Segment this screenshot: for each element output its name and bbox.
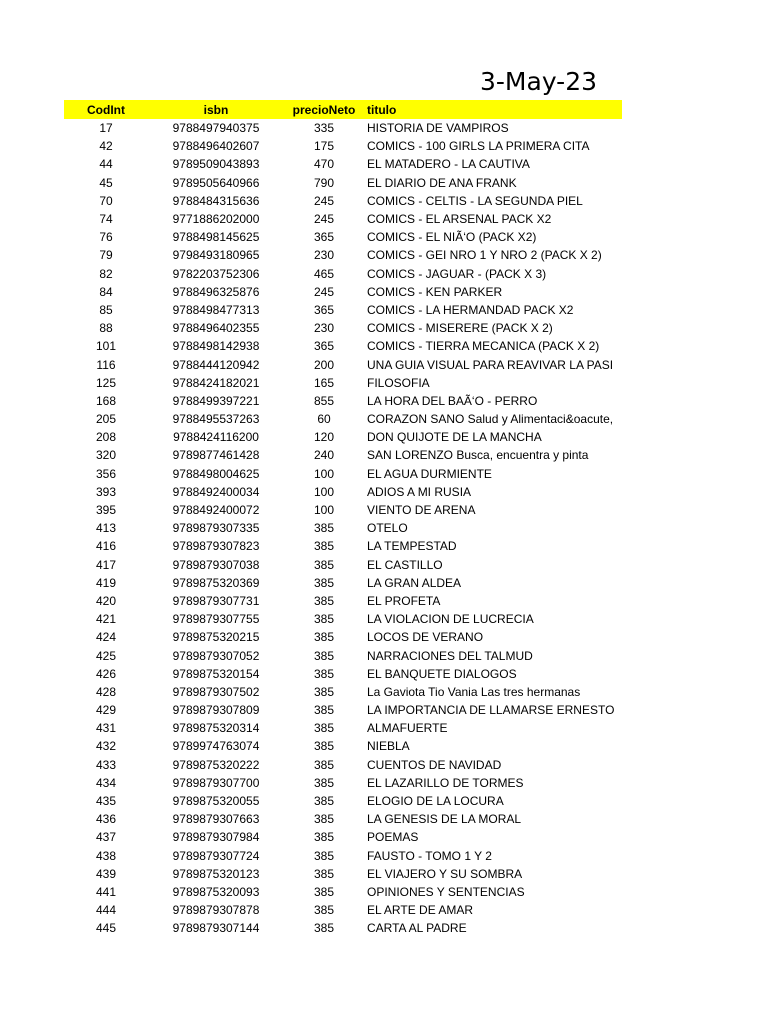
cell-titulo[interactable]: POEMAS [367, 830, 419, 845]
cell-codint[interactable]: 434 [95, 775, 117, 790]
cell-isbn[interactable]: 9789879307335 [172, 521, 260, 536]
cell-codint[interactable]: 445 [95, 921, 117, 936]
table-row [64, 210, 622, 228]
cell-titulo[interactable]: COMICS - EL NIÃ‘O (PACK X2) [367, 230, 537, 245]
cell-titulo[interactable]: COMICS - TIERRA MECANICA (PACK X 2) [367, 339, 600, 354]
cell-codint[interactable]: 425 [95, 648, 117, 663]
cell-isbn[interactable]: 9788496402607 [172, 139, 260, 154]
table-row [64, 592, 622, 610]
cell-isbn[interactable]: 9789505640966 [172, 175, 260, 190]
cell-isbn[interactable]: 9788498477313 [172, 302, 260, 317]
cell-codint[interactable]: 393 [95, 484, 117, 499]
cell-titulo[interactable]: EL CASTILLO [367, 557, 443, 572]
cell-titulo[interactable]: LA GENESIS DE LA MORAL [367, 812, 522, 827]
cell-codint[interactable]: 441 [95, 884, 117, 899]
cell-codint[interactable]: 431 [95, 721, 117, 736]
cell-codint[interactable]: 70 [99, 193, 113, 208]
cell-precio-neto[interactable]: 240 [313, 448, 335, 463]
cell-codint[interactable]: 433 [95, 757, 117, 772]
cell-codint[interactable]: 84 [99, 284, 113, 299]
cell-isbn[interactable]: 9788424182021 [172, 375, 260, 390]
cell-precio-neto[interactable]: 385 [313, 575, 335, 590]
cell-codint[interactable]: 88 [99, 321, 113, 336]
table-row [64, 883, 622, 901]
cell-codint[interactable]: 416 [95, 539, 117, 554]
cell-codint[interactable]: 44 [99, 157, 113, 172]
table-row [64, 283, 622, 301]
table-row [64, 828, 622, 846]
table-row [64, 319, 622, 337]
cell-titulo[interactable]: CORAZON SANO Salud y Alimentaci&oacute, [367, 412, 614, 427]
cell-precio-neto[interactable]: 385 [313, 630, 335, 645]
cell-isbn[interactable]: 9789875320222 [172, 757, 260, 772]
table-row [64, 810, 622, 828]
cell-titulo[interactable]: LOCOS DE VERANO [367, 630, 484, 645]
cell-codint[interactable]: 85 [99, 302, 113, 317]
table-row [64, 774, 622, 792]
cell-titulo[interactable]: LA GRAN ALDEA [367, 575, 462, 590]
cell-precio-neto[interactable]: 245 [313, 284, 335, 299]
cell-precio-neto[interactable]: 385 [313, 648, 335, 663]
cell-codint[interactable]: 444 [95, 903, 117, 918]
cell-titulo[interactable]: DON QUIJOTE DE LA MANCHA [367, 430, 542, 445]
cell-titulo[interactable]: CUENTOS DE NAVIDAD [367, 757, 502, 772]
cell-codint[interactable]: 116 [96, 357, 116, 372]
cell-precio-neto[interactable]: 385 [313, 884, 335, 899]
cell-isbn[interactable]: 9789879307984 [172, 830, 260, 845]
table-row [64, 246, 622, 264]
cell-titulo[interactable]: VIENTO DE ARENA [367, 503, 476, 518]
cell-titulo[interactable]: EL VIAJERO Y SU SOMBRA [367, 866, 523, 881]
cell-isbn[interactable]: 9789974763074 [172, 739, 260, 754]
cell-precio-neto[interactable]: 385 [313, 848, 335, 863]
cell-codint[interactable]: 437 [95, 830, 117, 845]
header-row [64, 100, 622, 119]
cell-isbn[interactable]: 9789879307038 [172, 557, 260, 572]
cell-precio-neto[interactable]: 175 [313, 139, 335, 154]
cell-precio-neto[interactable]: 790 [313, 175, 335, 190]
cell-codint[interactable]: 420 [95, 593, 117, 608]
cell-titulo[interactable]: CARTA AL PADRE [367, 921, 467, 936]
cell-precio-neto[interactable]: 100 [313, 466, 335, 481]
cell-precio-neto[interactable]: 385 [313, 557, 335, 572]
cell-codint[interactable]: 413 [95, 521, 117, 536]
cell-titulo[interactable]: FILOSOFIA [367, 375, 430, 390]
cell-codint[interactable]: 395 [95, 503, 117, 518]
table-row [64, 446, 622, 464]
cell-isbn[interactable]: 9788498142938 [172, 339, 260, 354]
cell-titulo[interactable]: HISTORIA DE VAMPIROS [367, 121, 509, 136]
cell-titulo[interactable]: NIEBLA [367, 739, 410, 754]
cell-titulo[interactable]: LA VIOLACION DE LUCRECIA [367, 612, 534, 627]
table-row [64, 737, 622, 755]
table-row [64, 374, 622, 392]
cell-isbn[interactable]: 9782203752306 [172, 266, 260, 281]
table-row [64, 683, 622, 701]
cell-codint[interactable]: 168 [95, 393, 117, 408]
table-row [64, 483, 622, 501]
cell-isbn[interactable]: 9788492400034 [172, 484, 260, 499]
cell-isbn[interactable]: 9789509043893 [172, 157, 260, 172]
cell-titulo[interactable]: COMICS - CELTIS - LA SEGUNDA PIEL [367, 193, 583, 208]
cell-isbn[interactable]: 9788498145625 [172, 230, 260, 245]
cell-isbn[interactable]: 9789879307724 [172, 848, 260, 863]
table-row [64, 392, 622, 410]
cell-precio-neto[interactable]: 60 [317, 412, 331, 427]
cell-precio-neto[interactable]: 100 [313, 484, 335, 499]
cell-precio-neto[interactable]: 385 [313, 739, 335, 754]
header-titulo[interactable]: titulo [367, 102, 397, 117]
cell-isbn[interactable]: 9789875320369 [172, 575, 260, 590]
table-row [64, 610, 622, 628]
table-row [64, 265, 622, 283]
cell-precio-neto[interactable]: 200 [313, 357, 335, 372]
cell-precio-neto[interactable]: 385 [313, 539, 335, 554]
cell-codint[interactable]: 435 [95, 794, 117, 809]
table-row [64, 574, 622, 592]
cell-titulo[interactable]: UNA GUIA VISUAL PARA REAVIVAR LA PASI [367, 357, 614, 372]
table-row [64, 410, 622, 428]
cell-precio-neto[interactable]: 365 [313, 230, 335, 245]
table-row [64, 301, 622, 319]
cell-isbn[interactable]: 9788497940375 [172, 121, 260, 136]
table-row [64, 756, 622, 774]
cell-precio-neto[interactable]: 385 [313, 830, 335, 845]
cell-codint[interactable]: 125 [95, 375, 117, 390]
table-row [64, 337, 622, 355]
cell-titulo[interactable]: OTELO [367, 521, 408, 536]
table-row [64, 665, 622, 683]
cell-codint[interactable]: 76 [99, 230, 113, 245]
cell-codint[interactable]: 426 [95, 666, 117, 681]
cell-codint[interactable]: 417 [95, 557, 117, 572]
table-row [64, 119, 622, 137]
cell-codint[interactable]: 438 [95, 848, 117, 863]
cell-precio-neto[interactable]: 385 [313, 812, 335, 827]
cell-titulo[interactable]: SAN LORENZO Busca, encuentra y pinta [367, 448, 589, 463]
cell-titulo[interactable]: EL LAZARILLO DE TORMES [367, 775, 524, 790]
cell-isbn[interactable]: 9789879307731 [172, 593, 260, 608]
cell-isbn[interactable]: 9789875320123 [172, 866, 260, 881]
cell-isbn[interactable]: 9788424116200 [173, 430, 259, 445]
table-row [64, 537, 622, 555]
table-row [64, 792, 622, 810]
table-row [64, 174, 622, 192]
cell-precio-neto[interactable]: 385 [313, 794, 335, 809]
cell-precio-neto[interactable]: 385 [313, 757, 335, 772]
table-row [64, 646, 622, 664]
cell-titulo[interactable]: EL DIARIO DE ANA FRANK [367, 175, 517, 190]
price-list-table [64, 100, 622, 937]
cell-titulo[interactable]: COMICS - LA HERMANDAD PACK X2 [367, 302, 574, 317]
table-row [64, 865, 622, 883]
cell-titulo[interactable]: La Gaviota Tio Vania Las tres hermanas [367, 684, 581, 699]
cell-titulo[interactable]: EL BANQUETE DIALOGOS [367, 666, 517, 681]
cell-isbn[interactable]: 9788444120942 [172, 357, 260, 372]
cell-isbn[interactable]: 9789875320093 [172, 884, 260, 899]
cell-isbn[interactable]: 9788492400072 [172, 503, 260, 518]
cell-isbn[interactable]: 9788484315636 [172, 193, 260, 208]
cell-precio-neto[interactable]: 385 [313, 921, 335, 936]
cell-codint[interactable]: 428 [95, 684, 117, 699]
cell-codint[interactable]: 419 [95, 575, 117, 590]
cell-precio-neto[interactable]: 385 [313, 593, 335, 608]
cell-isbn[interactable]: 9788495537263 [172, 412, 260, 427]
cell-titulo[interactable]: LA IMPORTANCIA DE LLAMARSE ERNESTO [367, 703, 615, 718]
cell-isbn[interactable]: 9789879307144 [172, 921, 260, 936]
cell-precio-neto[interactable]: 470 [313, 157, 335, 172]
cell-titulo[interactable]: ADIOS A MI RUSIA [367, 484, 472, 499]
cell-precio-neto[interactable]: 855 [313, 393, 335, 408]
cell-isbn[interactable]: 9789879307700 [172, 775, 260, 790]
cell-precio-neto[interactable]: 385 [313, 521, 335, 536]
cell-isbn[interactable]: 9789879307755 [172, 612, 260, 627]
cell-titulo[interactable]: COMICS - GEI NRO 1 Y NRO 2 (PACK X 2) [367, 248, 602, 263]
cell-isbn[interactable]: 9788496402355 [172, 321, 260, 336]
cell-titulo[interactable]: EL MATADERO - LA CAUTIVA [367, 157, 530, 172]
cell-isbn[interactable]: 9789877461428 [172, 448, 260, 463]
cell-precio-neto[interactable]: 365 [313, 339, 335, 354]
table-row [64, 355, 622, 373]
cell-titulo[interactable]: EL PROFETA [367, 593, 441, 608]
table-row [64, 847, 622, 865]
cell-precio-neto[interactable]: 385 [313, 775, 335, 790]
cell-titulo[interactable]: LA HORA DEL BAÃ‘O - PERRO [367, 393, 538, 408]
cell-titulo[interactable]: COMICS - EL ARSENAL PACK X2 [367, 212, 552, 227]
header-codint[interactable]: CodInt [87, 102, 125, 117]
cell-codint[interactable]: 74 [99, 212, 113, 227]
cell-titulo[interactable]: COMICS - MISERERE (PACK X 2) [367, 321, 553, 336]
table-row [64, 228, 622, 246]
table-row [64, 556, 622, 574]
cell-precio-neto[interactable]: 385 [313, 612, 335, 627]
cell-codint[interactable]: 82 [99, 266, 113, 281]
cell-codint[interactable]: 356 [95, 466, 117, 481]
cell-codint[interactable]: 101 [95, 339, 117, 354]
cell-isbn[interactable]: 9771886202000 [172, 212, 260, 227]
cell-precio-neto[interactable]: 385 [313, 666, 335, 681]
table-row [64, 465, 622, 483]
cell-titulo[interactable]: EL AGUA DURMIENTE [367, 466, 492, 481]
cell-precio-neto[interactable]: 230 [313, 248, 335, 263]
cell-titulo[interactable]: ELOGIO DE LA LOCURA [367, 794, 504, 809]
cell-precio-neto[interactable]: 385 [313, 721, 335, 736]
cell-isbn[interactable]: 9789879307823 [172, 539, 260, 554]
cell-isbn[interactable]: 9789879307809 [172, 703, 260, 718]
header-isbn[interactable]: isbn [203, 102, 229, 117]
cell-codint[interactable]: 439 [95, 866, 117, 881]
cell-isbn[interactable]: 9798493180965 [172, 248, 260, 263]
cell-codint[interactable]: 42 [99, 139, 113, 154]
cell-codint[interactable]: 429 [95, 703, 117, 718]
cell-precio-neto[interactable]: 465 [313, 266, 335, 281]
cell-precio-neto[interactable]: 245 [313, 212, 335, 227]
cell-codint[interactable]: 436 [95, 812, 117, 827]
table-row [64, 192, 622, 210]
table-row [64, 137, 622, 155]
cell-codint[interactable]: 424 [95, 630, 117, 645]
cell-titulo[interactable]: COMICS - 100 GIRLS LA PRIMERA CITA [367, 139, 590, 154]
cell-precio-neto[interactable]: 120 [313, 430, 335, 445]
cell-isbn[interactable]: 9788496325876 [172, 284, 260, 299]
cell-codint[interactable]: 205 [95, 412, 117, 427]
cell-isbn[interactable]: 9789879307878 [172, 903, 260, 918]
cell-codint[interactable]: 432 [95, 739, 117, 754]
cell-precio-neto[interactable]: 385 [313, 684, 335, 699]
cell-isbn[interactable]: 9789879307663 [172, 812, 260, 827]
table-row [64, 919, 622, 937]
cell-isbn[interactable]: 9789875320154 [172, 666, 260, 681]
table-row [64, 901, 622, 919]
table-row [64, 519, 622, 537]
cell-precio-neto[interactable]: 385 [313, 703, 335, 718]
cell-precio-neto[interactable]: 365 [313, 302, 335, 317]
table-row [64, 701, 622, 719]
table-row [64, 719, 622, 737]
table-row [64, 501, 622, 519]
cell-codint[interactable]: 79 [99, 248, 113, 263]
table-row [64, 428, 622, 446]
cell-codint[interactable]: 208 [95, 430, 117, 445]
cell-titulo[interactable]: OPINIONES Y SENTENCIAS [367, 884, 525, 899]
cell-precio-neto[interactable]: 385 [313, 903, 335, 918]
cell-codint[interactable]: 17 [99, 121, 113, 136]
table-row [64, 628, 622, 646]
cell-precio-neto[interactable]: 230 [313, 321, 335, 336]
table-row [64, 155, 622, 173]
cell-titulo[interactable]: EL ARTE DE AMAR [367, 903, 474, 918]
cell-codint[interactable]: 421 [95, 612, 117, 627]
cell-titulo[interactable]: NARRACIONES DEL TALMUD [367, 648, 533, 663]
cell-isbn[interactable]: 9789875320314 [172, 721, 260, 736]
cell-titulo[interactable]: COMICS - JAGUAR - (PACK X 3) [367, 266, 547, 281]
header-precio-neto[interactable]: precioNeto [292, 102, 356, 117]
cell-precio-neto[interactable]: 335 [313, 121, 335, 136]
cell-precio-neto[interactable]: 100 [313, 503, 335, 518]
cell-isbn[interactable]: 9789879307052 [172, 648, 260, 663]
cell-precio-neto[interactable]: 165 [313, 375, 335, 390]
cell-precio-neto[interactable]: 245 [313, 193, 335, 208]
cell-isbn[interactable]: 9789879307502 [172, 684, 260, 699]
cell-isbn[interactable]: 9788498004625 [172, 466, 260, 481]
cell-titulo[interactable]: LA TEMPESTAD [367, 539, 457, 554]
table-body [64, 119, 622, 937]
cell-isbn[interactable]: 9789875320055 [172, 794, 260, 809]
cell-titulo[interactable]: FAUSTO - TOMO 1 Y 2 [367, 848, 492, 863]
cell-titulo[interactable]: ALMAFUERTE [367, 721, 448, 736]
sheet-date: 3-May-23 [480, 67, 598, 96]
cell-titulo[interactable]: COMICS - KEN PARKER [367, 284, 503, 299]
cell-isbn[interactable]: 9788499397221 [172, 393, 260, 408]
cell-codint[interactable]: 45 [99, 175, 113, 190]
cell-isbn[interactable]: 9789875320215 [172, 630, 260, 645]
cell-codint[interactable]: 320 [95, 448, 117, 463]
cell-precio-neto[interactable]: 385 [313, 866, 335, 881]
